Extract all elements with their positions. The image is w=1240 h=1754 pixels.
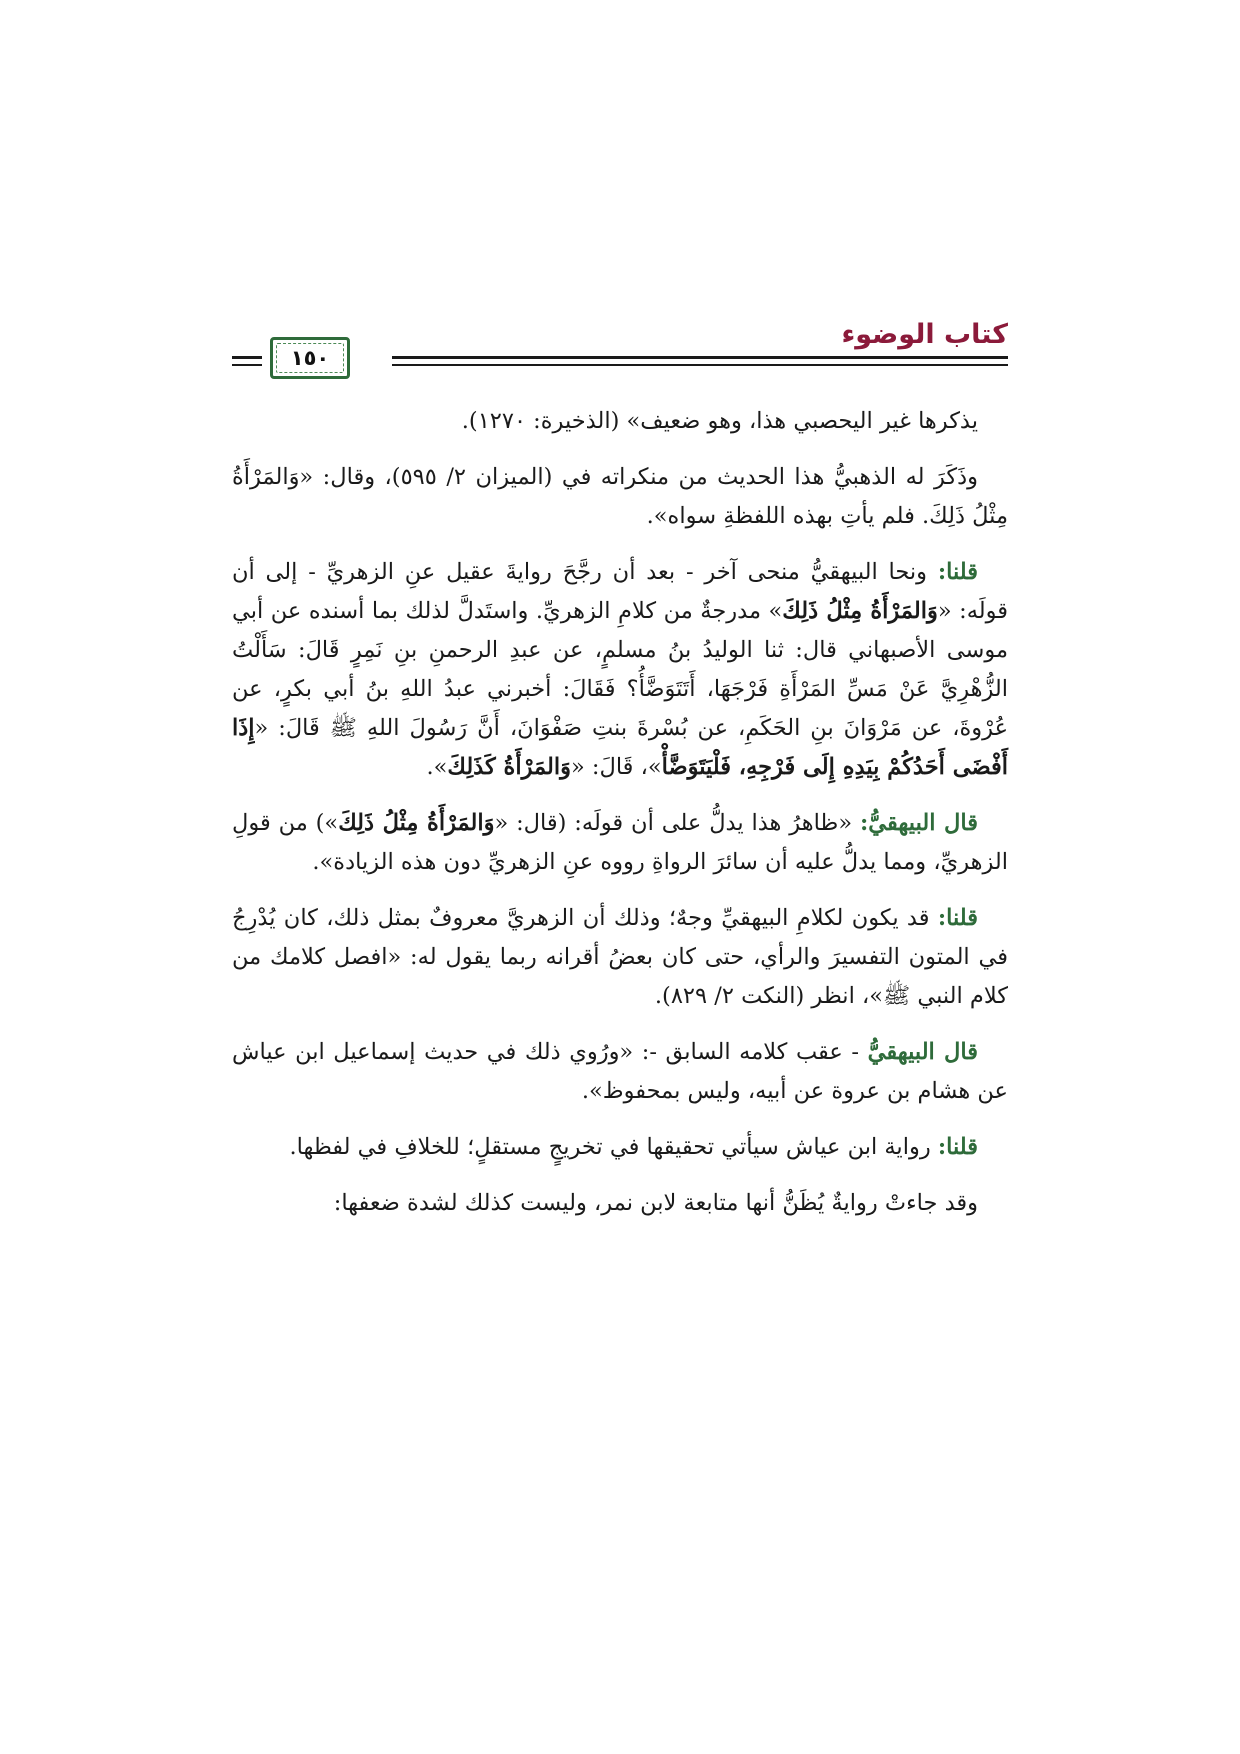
paragraph-7-label: قلنا: (937, 1134, 978, 1160)
paragraph-3-part-3: »، قَالَ: « (570, 754, 662, 780)
paragraph-7 (232, 1128, 1008, 1167)
paragraph-4-bold-1: وَالمَرْأَةُ مِثْلُ ذَلِكَ (338, 810, 495, 836)
header-rule-left-top (232, 356, 262, 359)
paragraph-5 (232, 899, 1008, 1016)
page-number-badge (270, 337, 350, 379)
header-rule-left-bottom (232, 364, 262, 366)
paragraph-3-part-4: ». (426, 754, 448, 780)
paragraph-4-part-1: «ظاهرُ هذا يدلُّ على أن قولَه: (قال: « (494, 810, 860, 836)
paragraph-3-part-1: ونحا البيهقيُّ منحى آخر - بعد أن رجَّحَ روايةَ عقيل عنِ الزهريِّ - إلى أن قولَه: « (232, 559, 1009, 624)
header-rule-top (392, 356, 1008, 359)
paragraph-4-part-2: ») من قولِ الزهريِّ، ومما يدلُّ عليه أن سائرَ الرواةِ رووه عنِ الزهريِّ دون هذه الزيادة». (232, 810, 1008, 875)
paragraph-1 (232, 402, 1008, 441)
paragraph-3-part-2: » مدرجةٌ من كلامِ الزهريِّ. واستَدلَّ لذلك بما أسنده عن أبي موسى الأصبهاني قال: ثنا الوليدُ بنُ مسلمٍ، عن عبدِ الرحمنِ بنِ نَمِرٍ قَالَ: سَأَلْتُ الزُّهْرِيَّ عَنْ مَسِّ المَرْأَةِ فَرْجَهَا، أَتَتَوَضَّأُ؟ فَقَالَ: أخبرني عبدُ اللهِ بنُ أبي بكرٍ، عن عُرْوةَ، عن مَرْوَانَ بنِ الحَكَمِ، عن بُسْرةَ بنتِ صَفْوَانَ، أَنَّ رَسُولَ اللهِ ﷺ قَالَ: « (232, 598, 1008, 741)
header-rule-bottom (392, 364, 1008, 366)
page-body (232, 402, 1008, 1240)
paragraph-8 (232, 1184, 1008, 1223)
paragraph-2 (232, 458, 1008, 536)
paragraph-5-label: قلنا: (937, 905, 978, 931)
paragraph-6 (232, 1033, 1008, 1111)
paragraph-5-text: قد يكون لكلامِ البيهقيِّ وجهٌ؛ وذلك أن الزهريَّ معروفٌ بمثل ذلك، كان يُدْرِجُ في المتون التفسيرَ والرأي، حتى كان بعضُ أقرانه ربما يقول له: «افصل كلامك من كلام النبي ﷺ»، انظر (النكت ٢/ ٨٢٩). (232, 905, 1008, 1009)
paragraph-6-text: - عقب كلامه السابق -: «ورُوي ذلك في حديث إسماعيل ابن عياش عن هشام بن عروة عن أبيه، وليس بمحفوظ». (232, 1039, 1008, 1104)
paragraph-3-label: قلنا: (937, 559, 978, 585)
paragraph-1-text: يذكرها غير اليحصبي هذا، وهو ضعيف» (الذخيرة: ١٢٧٠). (461, 408, 978, 434)
paragraph-3-bold-1: وَالمَرْأَةُ مِثْلُ ذَلِكَ (782, 598, 938, 624)
book-title: كتاب الوضوء (841, 319, 1008, 350)
paragraph-7-text: رواية ابن عياش سيأتي تحقيقها في تخريجٍ مستقلٍ؛ للخلافِ في لفظها. (289, 1134, 938, 1160)
paragraph-4 (232, 804, 1008, 882)
page-number: ١٥٠ (290, 346, 330, 370)
paragraph-4-label: قال البيهقيُّ: (859, 810, 978, 836)
paragraph-3-bold-2: إِذَا أَفْضَى أَحَدُكُمْ بِيَدِهِ إِلَى فَرْجِهِ، فَلْيَتَوَضَّأْ (232, 715, 1008, 780)
paragraph-6-label: قال البيهقيُّ (867, 1039, 979, 1065)
page-header (232, 318, 1008, 378)
paragraph-3 (232, 553, 1008, 787)
paragraph-3-bold-3: وَالمَرْأَةُ كَذَلِكَ (447, 754, 571, 780)
paragraph-8-text: وقد جاءتْ روايةٌ يُظَنُّ أنها متابعة لابن نمر، وليست كذلك لشدة ضعفها: (333, 1190, 978, 1216)
paragraph-2-text: وذَكَرَ له الذهبيُّ هذا الحديث من منكراته في (الميزان ٢/ ٥٩٥)، وقال: «وَالمَرْأَةُ مِثْلُ ذَلِكَ. فلم يأتِ بهذه اللفظةِ سواه». (232, 464, 1008, 529)
